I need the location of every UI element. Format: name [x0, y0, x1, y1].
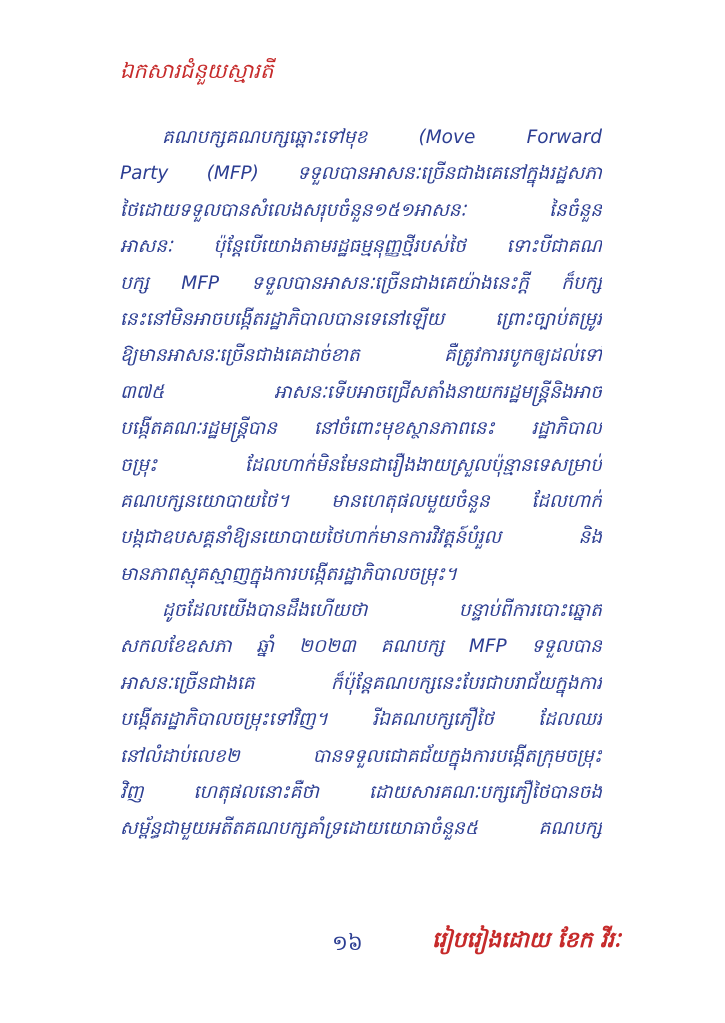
text-line: មានភាពស្មុគស្មាញក្នុងការបង្កើតរដ្ឋាភិបាលចម្រុះ។	[120, 563, 458, 585]
document-header-title: ឯកសារជំនួយស្មារតី	[120, 59, 274, 83]
text-line: អាសនៈច្រើនជាងគេ ក៏ប៉ុន្តែគណបក្សនេះបែរជាបរាជ័យក្នុងការ	[120, 672, 602, 694]
page-number: ១៦	[332, 931, 363, 955]
text-line: គណបក្សគណបក្សឆ្ពោះទៅមុខ (Move Forward	[162, 127, 602, 148]
text-line: ចម្រុះ ដែលហាក់មិនមែនជារឿងងាយស្រួលប៉ុន្មានទេសម្រាប់	[120, 454, 602, 476]
text-line: សកលខែឧសភា ឆ្នាំ ២០២៣ គណបក្ស MFP ទទួលបាន	[120, 636, 602, 658]
text-line: នេះនៅមិនអាចបង្កើតរដ្ឋាភិបាលបានទេនៅឡើយ ព្រោះច្បាប់តម្រូវ	[120, 308, 602, 330]
text-line: ឱ្យមានអាសនៈច្រើនជាងគេដាច់ខាត គឺត្រូវការរបូកឲ្យដល់ទៅ	[120, 345, 602, 367]
footer-author: រៀបរៀងដោយ ខែក វីរៈ	[432, 928, 621, 953]
text-line: ថៃដោយទទួលបានសំលេងសរុបចំនួន១៥១អាសនៈ នៃចំនួន	[120, 199, 602, 221]
text-line: បង្កើតគណៈរដ្ឋមន្ត្រីបាន នៅចំពោះមុខស្ថានភាពនេះ រដ្ឋាភិបាល	[120, 418, 602, 440]
body-text	[120, 120, 602, 848]
text-line: អាសនៈ ប៉ុន្តែបើយោងតាមរដ្ឋធម្មនុញ្ញថ្មីរបស់ថៃ ទោះបីជាគណ	[120, 236, 602, 258]
text-line: វិញ ហេតុផលនោះគឺថា ដោយសារគណៈបក្សភឿថៃបានចង	[120, 782, 602, 804]
text-line: គណបក្សនយោបាយថៃ។ មានហេតុផលមួយចំនួន ដែលហាក់	[120, 490, 602, 512]
text-line: ៣៧៥ អាសនៈទើបអាចជ្រើសតាំងនាយករដ្ឋមន្ត្រីនិងអាច	[120, 381, 602, 403]
text-line: ដូចដែលយើងបានដឹងហើយថា បន្ទាប់ពីការបោះឆ្នោត	[162, 600, 602, 622]
text-line: នៅលំដាប់លេខ២ បានទទួលជោគជ័យក្នុងការបង្កើតក្រុមចម្រុះ	[120, 745, 602, 767]
text-line: បង្កជាឧបសគ្គនាំឱ្យនយោបាយថៃហាក់មានការវិវត្តន៍បំរួល និង	[120, 527, 602, 549]
text-line: បង្កើតរដ្ឋាភិបាលចម្រុះទៅវិញ។ រីឯគណបក្សភឿថៃ ដែលឈរ	[120, 709, 602, 731]
text-line: បក្ស MFP ទទួលបានអាសនៈច្រើនជាងគេយ៉ាងនេះក្តី ក៏បក្ស	[120, 272, 602, 294]
text-line: សម្ព័ន្ធជាមួយអតីតគណបក្សគាំទ្រដោយយោធាចំនួន៥ គណបក្ស	[120, 818, 602, 840]
text-line: Party (MFP) ទទួលបានអាសនៈច្រើនជាងគេនៅក្នុងរដ្ឋសភា	[120, 163, 602, 185]
